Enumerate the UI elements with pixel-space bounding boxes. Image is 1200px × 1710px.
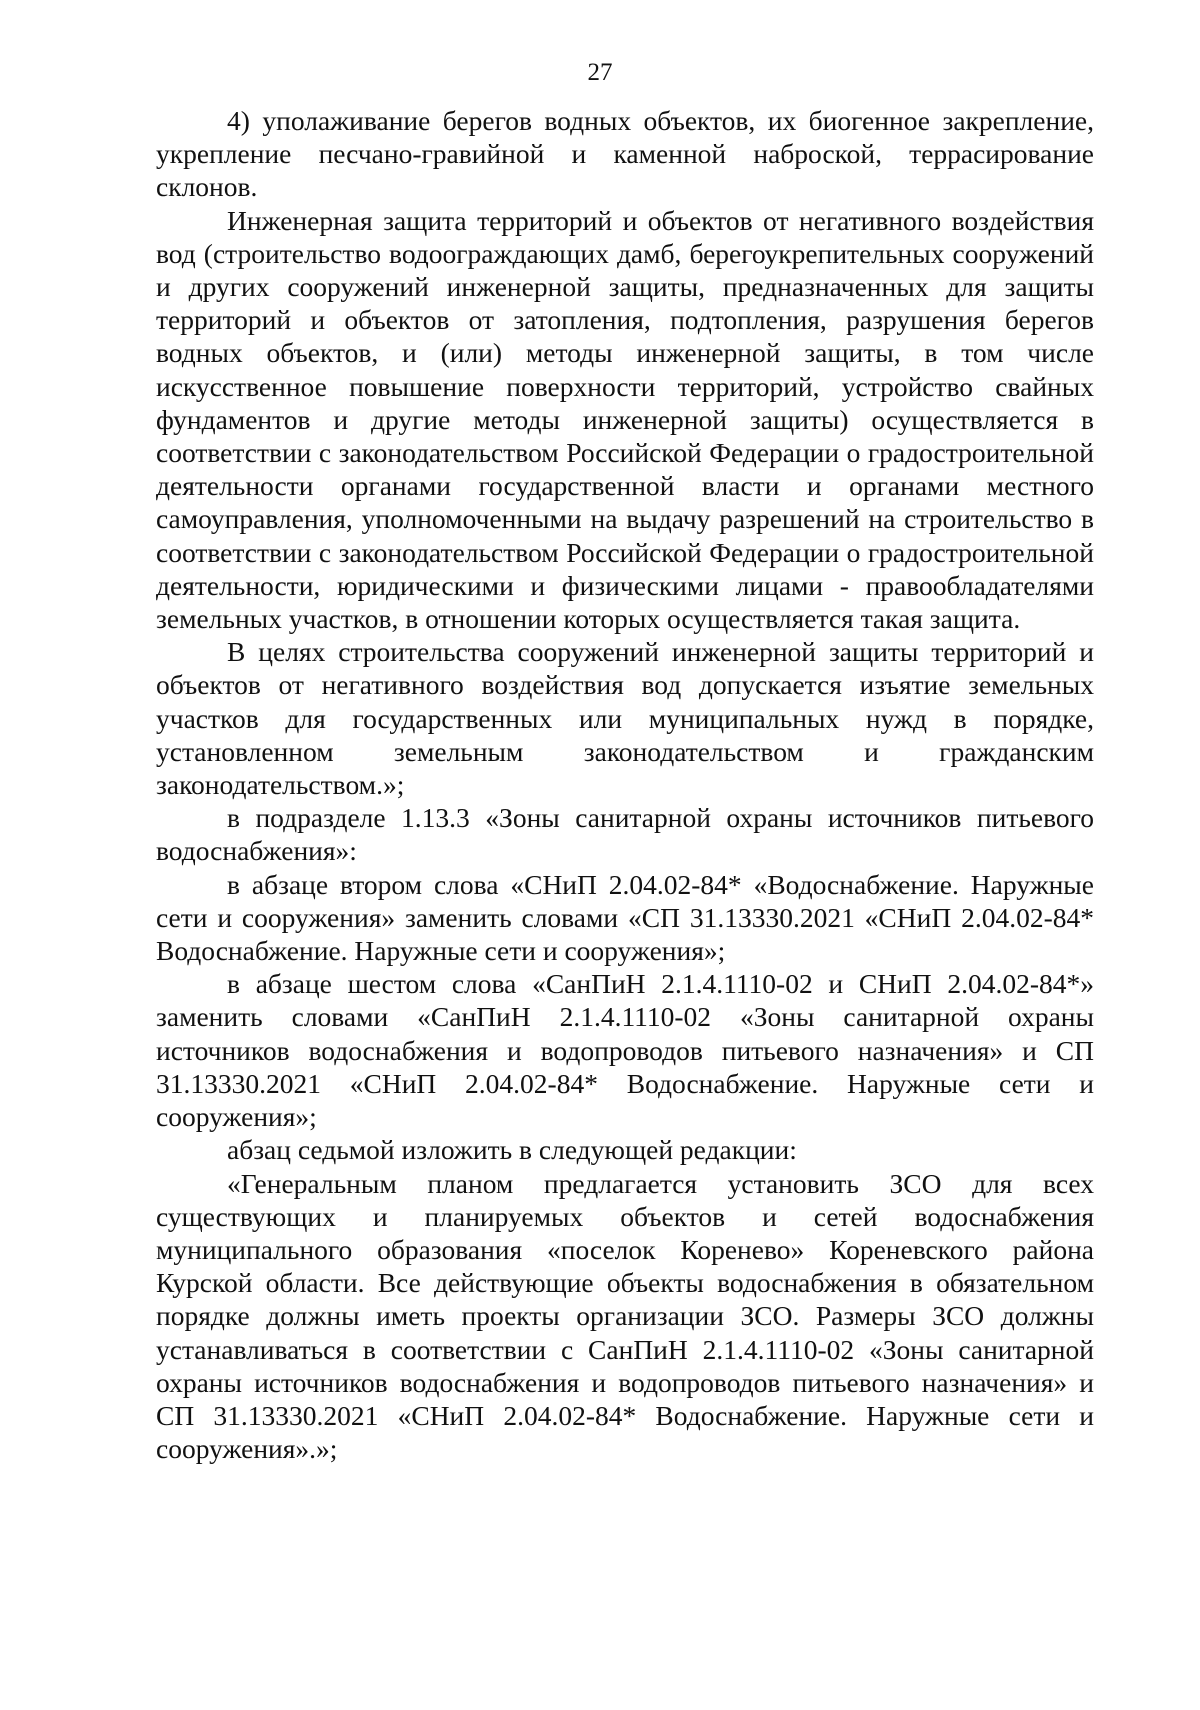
paragraph-land-withdrawal: В целях строительства сооружений инженерной защиты территорий и объектов от негативного воздействия вод допускается изъятие земельных участков для государственных или муниципальных нужд в порядке, установленном земельным законодательством и гражданским законодательством.»; <box>156 636 1094 801</box>
paragraph-bank-protection-methods: 4) уполаживание берегов водных объектов, их биогенное закрепление, укрепление песчано-гравийной и каменной наброской, террасирование склонов. <box>156 105 1094 203</box>
paragraph-seventh-clause-instruction: абзац седьмой изложить в следующей редакции: <box>227 1134 797 1166</box>
paragraph-second-clause-replacement: в абзаце втором слова «СНиП 2.04.02-84* «Водоснабжение. Наружные сети и сооружения» заменить словами «СП 31.13330.2021 «СНиП 2.04.02-84* Водоснабжение. Наружные сети и сооружения»; <box>156 868 1094 967</box>
page-number: 27 <box>587 59 613 86</box>
paragraph-seventh-clause-text: «Генеральным планом предлагается установить ЗСО для всех существующих и планируемых объектов и сетей водоснабжения муниципального образования «поселок Коренево» Кореневского района Курской области. Все действующие объекты водоснабжения в обязательном порядке должны иметь проекты организации ЗСО. Размеры ЗСО должны устанавливаться в соответствии с СанПиН 2.1.4.1110-02 «Зоны санитарной охраны источников водоснабжения и водопроводов питьевого назначения» и СП 31.13330.2021 «СНиП 2.04.02-84* Водоснабжение. Наружные сети и сооружения».»; <box>156 1167 1094 1465</box>
paragraph-subsection-1-13-3: в подразделе 1.13.3 «Зоны санитарной охраны источников питьевого водоснабжения»: <box>156 802 1094 867</box>
paragraph-engineering-protection: Инженерная защита территорий и объектов от негативного воздействия вод (строительство водоограждающих дамб, берегоукрепительных сооружений и других сооружений инженерной защиты, предназначенных для защиты территорий и объектов от затопления, подтопления, разрушения берегов водных объектов, и (или) методы инженерной защиты, в том числе искусственное повышение поверхности территорий, устройство свайных фундаментов и другие методы инженерной защиты) осуществляется в соответствии с законодательством Российской Федерации о градостроительной деятельности органами государственной власти и органами местного самоуправления, уполномоченными на выдачу разрешений на строительство в соответствии с законодательством Российской Федерации о градостроительной деятельности, юридическими и физическими лицами - правообладателями земельных участков, в отношении которых осуществляется такая защита. <box>156 204 1094 635</box>
paragraph-sixth-clause-replacement: в абзаце шестом слова «СанПиН 2.1.4.1110-02 и СНиП 2.04.02-84*» заменить словами «СанПиН 2.1.4.1110-02 «Зоны санитарной охраны источников водоснабжения и водопроводов питьевого назначения» и СП 31.13330.2021 «СНиП 2.04.02-84* Водоснабжение. Наружные сети и сооружения»; <box>156 968 1094 1133</box>
document-body <box>156 104 1094 1465</box>
